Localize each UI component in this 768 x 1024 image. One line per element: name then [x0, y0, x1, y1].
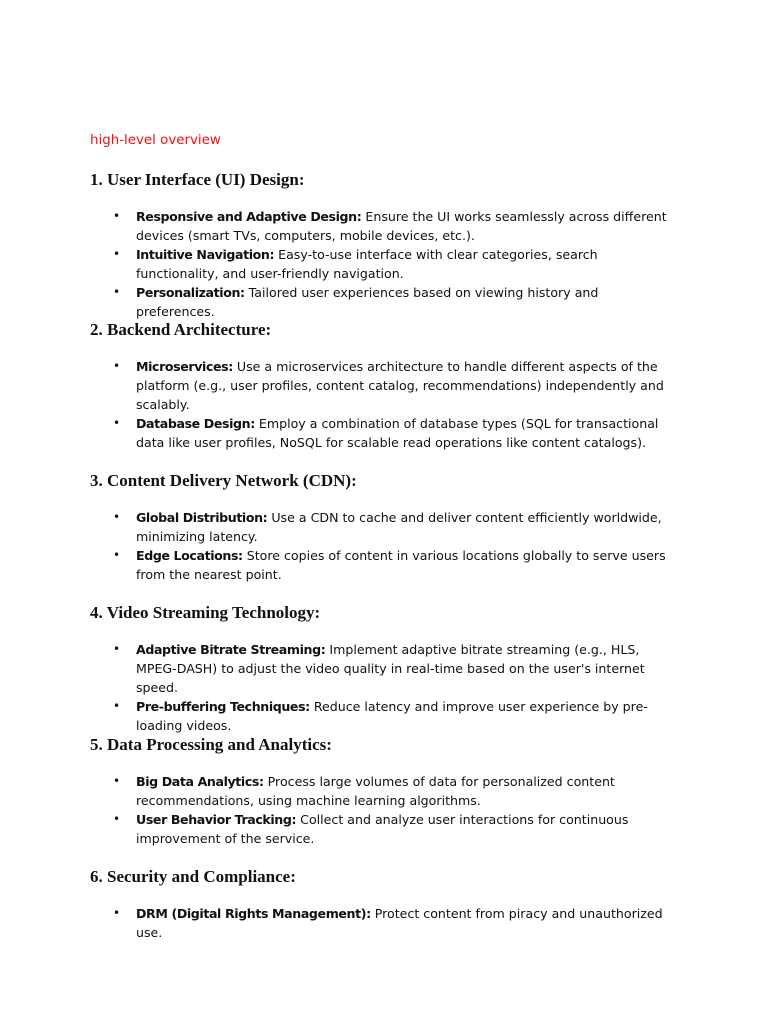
section-backend-architecture [90, 320, 690, 452]
section-security-compliance [90, 867, 690, 942]
section-heading: 1. User Interface (UI) Design: [90, 170, 305, 189]
list-item [90, 357, 680, 414]
list-item [90, 508, 680, 546]
item-term: DRM (Digital Rights Management): [136, 906, 371, 921]
bullet-icon: • [113, 416, 121, 430]
item-text: Employ a combination of database types (SQL for transactional data like user profiles, NoSQL for scalable read operations like content catalogs). [136, 416, 659, 450]
section-ui-design [90, 170, 690, 321]
section-heading: 3. Content Delivery Network (CDN): [90, 471, 357, 490]
bullet-icon: • [113, 247, 121, 261]
item-term: Global Distribution: [136, 510, 268, 525]
section-video-streaming [90, 603, 690, 735]
bullet-list [90, 357, 690, 452]
item-text: Tailored user experiences based on viewing history and preferences. [136, 285, 599, 319]
bullet-icon: • [113, 510, 121, 524]
bullet-icon: • [113, 209, 121, 223]
item-term: Intuitive Navigation: [136, 247, 275, 262]
bullet-icon: • [113, 812, 121, 826]
item-term: Edge Locations: [136, 548, 243, 563]
list-item [90, 697, 680, 735]
item-text: Easy-to-use interface with clear categories, search functionality, and user-friendly navigation. [136, 247, 598, 281]
item-term: Database Design: [136, 416, 255, 431]
section-heading: 6. Security and Compliance: [90, 867, 296, 886]
item-text: Protect content from piracy and unauthorized use. [136, 906, 663, 940]
bullet-icon: • [113, 906, 121, 920]
bullet-list [90, 508, 690, 584]
bullet-icon: • [113, 285, 121, 299]
item-text: Implement adaptive bitrate streaming (e.g., HLS, MPEG-DASH) to adjust the video quality in real-time based on the user's internet speed. [136, 642, 645, 695]
list-item [90, 546, 680, 584]
item-text: Use a CDN to cache and deliver content efficiently worldwide, minimizing latency. [136, 510, 662, 544]
bullet-icon: • [113, 774, 121, 788]
item-term: Responsive and Adaptive Design: [136, 209, 362, 224]
item-text: Store copies of content in various locations globally to serve users from the nearest point. [136, 548, 666, 582]
bullet-icon: • [113, 359, 121, 373]
bullet-icon: • [113, 699, 121, 713]
list-item [90, 772, 680, 810]
section-heading: 2. Backend Architecture: [90, 320, 272, 339]
intro-text: high-level overview [90, 133, 221, 148]
bullet-icon: • [113, 548, 121, 562]
bullet-list [90, 772, 690, 848]
bullet-list [90, 207, 690, 321]
section-heading: 5. Data Processing and Analytics: [90, 735, 332, 754]
section-heading: 4. Video Streaming Technology: [90, 603, 321, 622]
list-item [90, 283, 680, 321]
section-data-analytics [90, 735, 690, 848]
list-item [90, 904, 680, 942]
list-item [90, 245, 680, 283]
list-item [90, 810, 680, 848]
item-text: Use a microservices architecture to handle different aspects of the platform (e.g., user profiles, content catalog, recommendations) independently and scalably. [136, 359, 664, 412]
bullet-list [90, 904, 690, 942]
item-term: Big Data Analytics: [136, 774, 264, 789]
item-text: Collect and analyze user interactions for continuous improvement of the service. [136, 812, 629, 846]
item-text: Ensure the UI works seamlessly across different devices (smart TVs, computers, mobile devices, etc.). [136, 209, 667, 243]
section-cdn [90, 471, 690, 584]
item-text: Process large volumes of data for personalized content recommendations, using machine learning algorithms. [136, 774, 615, 808]
item-term: Adaptive Bitrate Streaming: [136, 642, 326, 657]
item-term: User Behavior Tracking: [136, 812, 297, 827]
bullet-icon: • [113, 642, 121, 656]
item-term: Pre-buffering Techniques: [136, 699, 310, 714]
list-item [90, 640, 680, 697]
item-term: Personalization: [136, 285, 245, 300]
item-text: Reduce latency and improve user experience by pre-loading videos. [136, 699, 648, 733]
list-item [90, 207, 680, 245]
item-term: Microservices: [136, 359, 233, 374]
bullet-list [90, 640, 690, 735]
list-item [90, 414, 680, 452]
